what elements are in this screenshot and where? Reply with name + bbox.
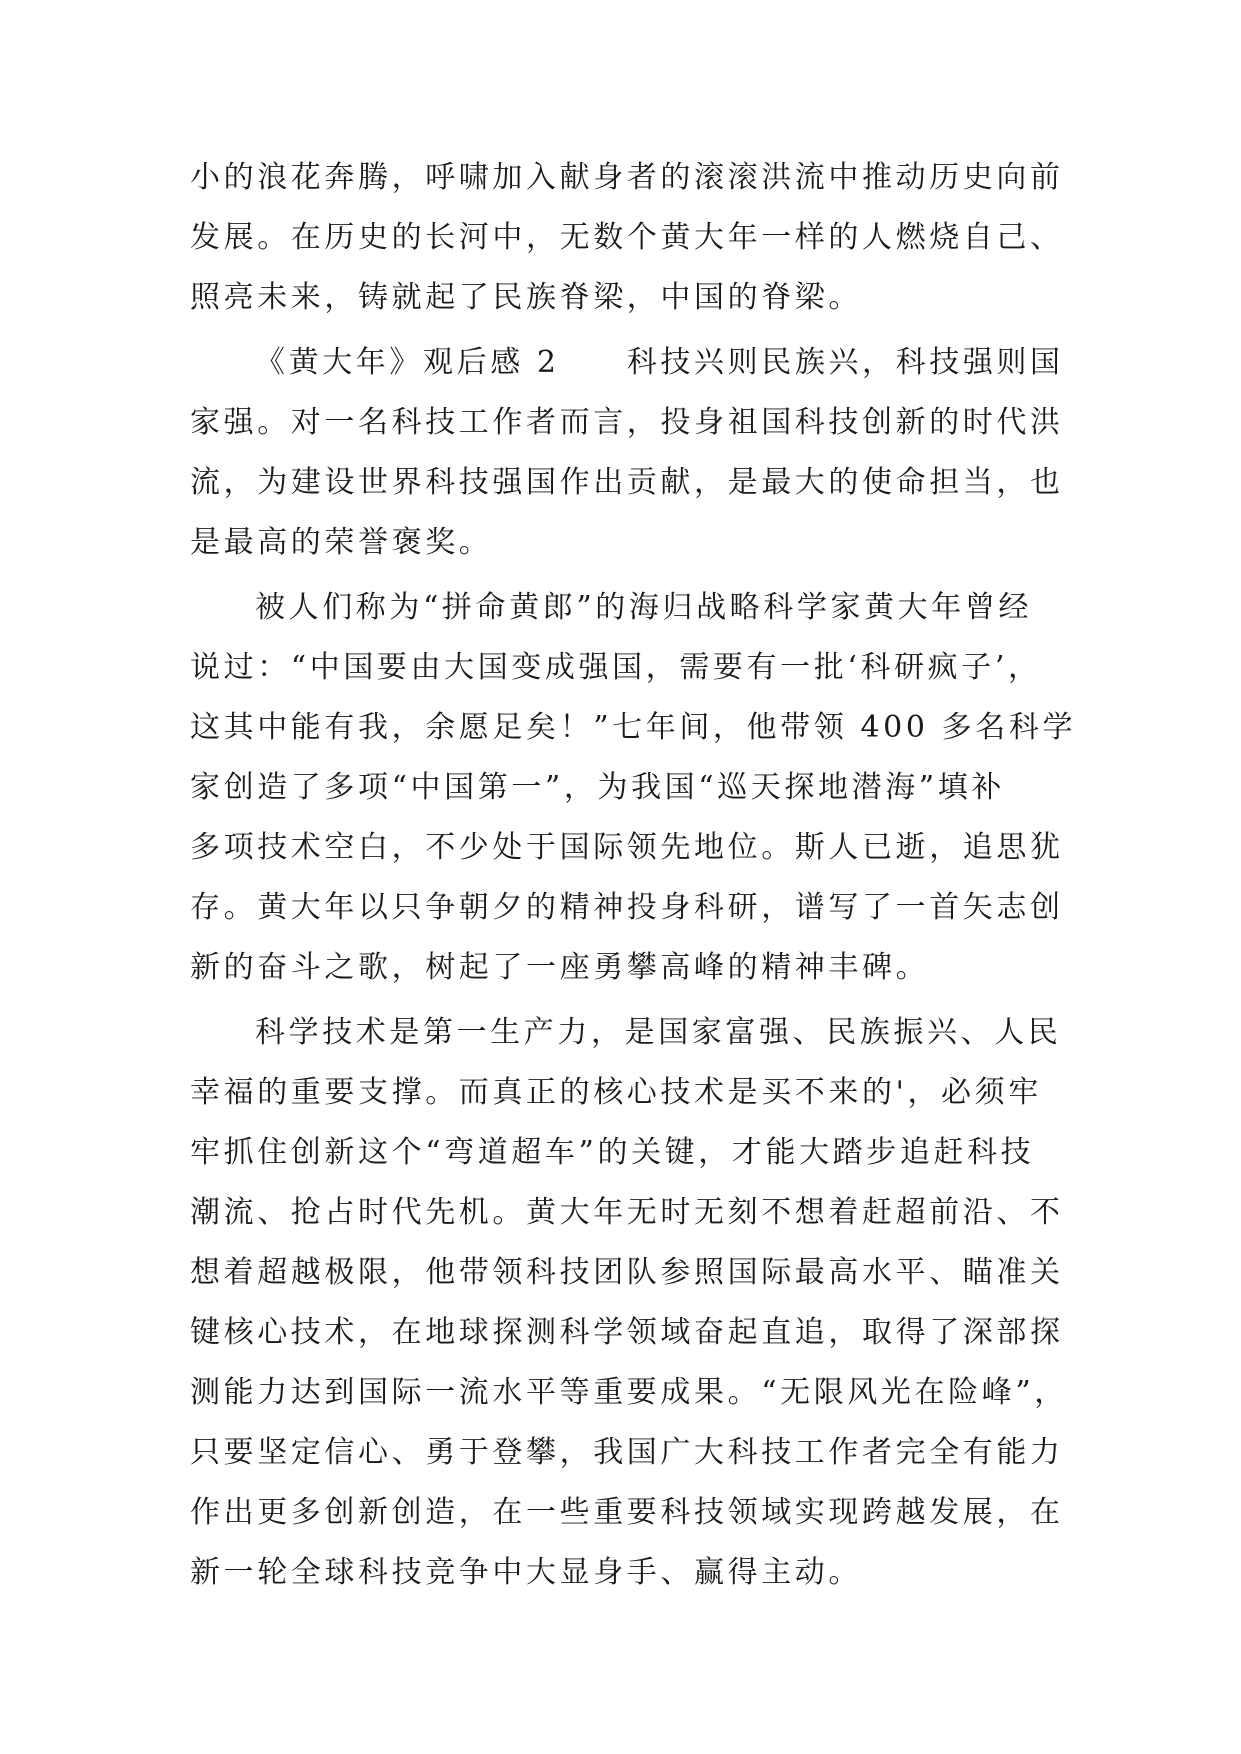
text-line: 键核心技术，在地球探测科学领域奋起直追，取得了深部探: [190, 1315, 1064, 1350]
text-line: 小的浪花奔腾，呼啸加入献身者的滚滚洪流中推动历史向前: [190, 160, 1064, 195]
text-line: 只要坚定信心、勇于登攀，我国广大科技工作者完全有能力: [190, 1435, 1064, 1470]
text-line: 幸福的重要支撑。而真正的核心技术是买不来的'，必须牢: [190, 1075, 1042, 1110]
text-line: 家创造了多项“中国第一”，为我国“巡天探地潜海”填补: [190, 770, 1005, 805]
text-line: 说过：“中国要由大国变成强国，需要有一批‘科研疯子’，: [190, 650, 1042, 685]
text-line: 多项技术空白，不少处于国际领先地位。斯人已逝，追思犹: [190, 830, 1064, 865]
paragraph-heading-line: 《黄大年》观后感 2 科技兴则民族兴，科技强则国: [255, 345, 1064, 380]
text-line: 存。黄大年以只争朝夕的精神投身科研，谱写了一首矢志创: [190, 890, 1064, 925]
text-line: 照亮未来，铸就起了民族脊梁，中国的脊梁。: [190, 280, 862, 315]
text-line: 是最高的荣誉褒奖。: [190, 525, 493, 560]
text-line: 家强。对一名科技工作者而言，投身祖国科技创新的时代洪: [190, 405, 1064, 440]
text-line: 科学技术是第一生产力，是国家富强、民族振兴、人民: [255, 1015, 1062, 1050]
text-line: 想着超越极限，他带领科技团队参照国际最高水平、瞄准关: [190, 1255, 1064, 1290]
text-line: 发展。在历史的长河中，无数个黄大年一样的人燃烧自己、: [190, 220, 1064, 255]
text-line: 新的奋斗之歌，树起了一座勇攀高峰的精神丰碑。: [190, 950, 930, 985]
text-line: 这其中能有我，余愿足矣！”七年间，他带领 400 多名科学: [190, 710, 1077, 745]
text-line: 流，为建设世界科技强国作出贡献，是最大的使命担当，也: [190, 465, 1064, 500]
text-line: 作出更多创新创造，在一些重要科技领域实现跨越发展，在: [190, 1495, 1064, 1530]
text-line: 新一轮全球科技竞争中大显身手、赢得主动。: [190, 1555, 862, 1590]
text-line: 潮流、抢占时代先机。黄大年无时无刻不想着赶超前沿、不: [190, 1195, 1064, 1230]
text-line: 测能力达到国际一流水平等重要成果。“无限风光在险峰”，: [190, 1375, 1068, 1410]
text-line: 被人们称为“拼命黄郎”的海归战略科学家黄大年曾经: [255, 590, 1033, 625]
text-line: 牢抓住创新这个“弯道超车”的关键，才能大踏步追赶科技: [190, 1135, 1035, 1170]
